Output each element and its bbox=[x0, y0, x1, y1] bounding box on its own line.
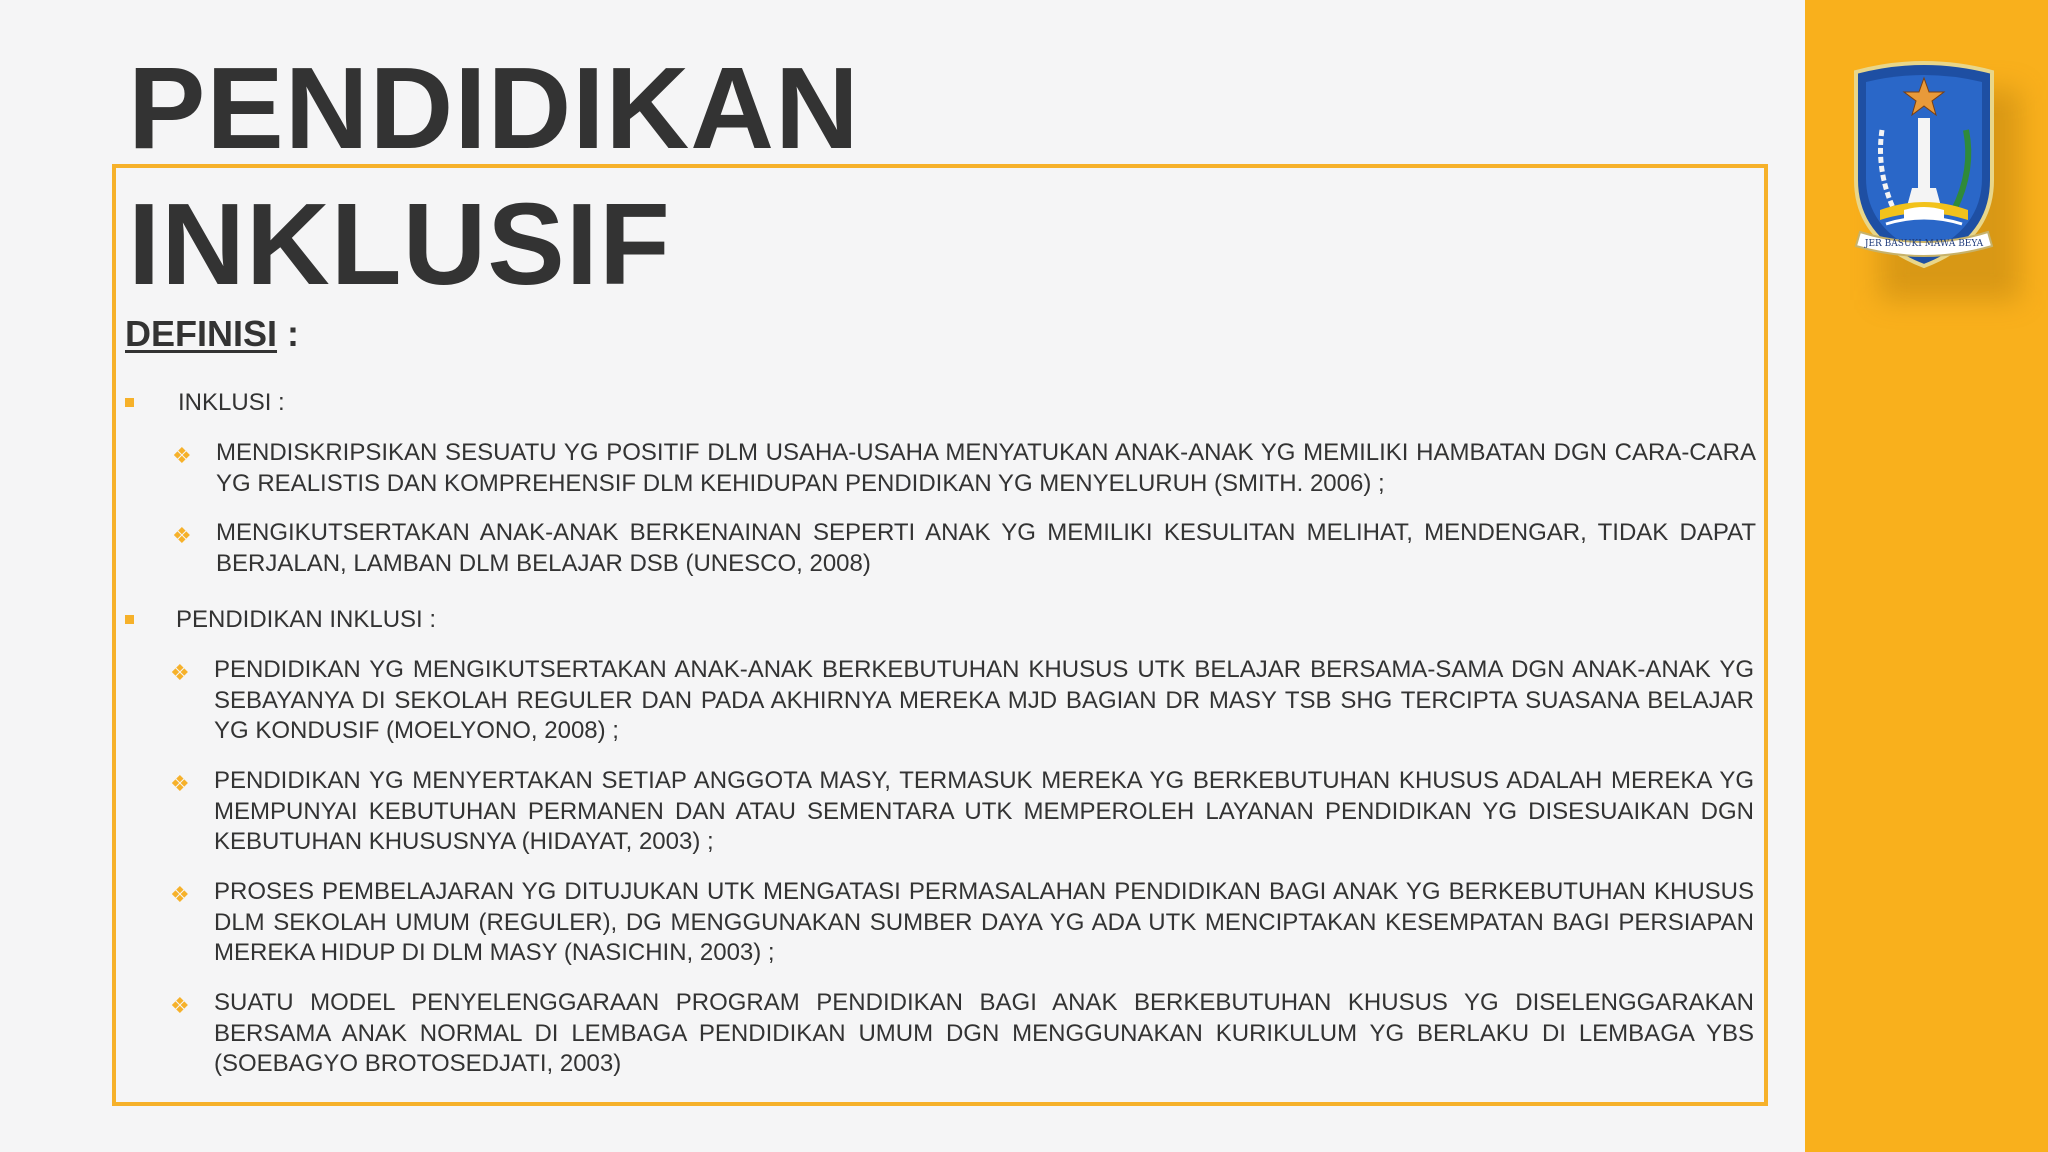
list-item bbox=[170, 766, 1754, 858]
list-item-text: PENDIDIKAN YG MENYERTAKAN SETIAP ANGGOTA MASY, TERMASUK MEREKA YG BERKEBUTUHAN KHUSUS ADALAH MEREKA YG MEMPUNYAI KEBUTUHAN PERMANEN DAN ATAU SEMENTARA UTK MEMPEROLEH LAYANAN PENDIDIKAN YG DISESUAIKAN DGN KEBUTUHAN KHUSUSNYA (HIDAYAT, 2003) ; bbox=[214, 767, 1754, 855]
list-item-text: MENGIKUTSERTAKAN ANAK-ANAK BERKENAINAN SEPERTI ANAK YG MEMILIKI KESULITAN MELIHAT, MENDENGAR, TIDAK DAPAT BERJALAN, LAMBAN DLM BELAJAR DSB (UNESCO, 2008) bbox=[216, 519, 1756, 577]
diamond-bullet-icon: ❖ bbox=[172, 444, 192, 469]
diamond-bullet-icon: ❖ bbox=[172, 524, 192, 549]
list-item bbox=[172, 438, 1756, 499]
list-item bbox=[170, 877, 1754, 969]
definition-heading bbox=[125, 313, 299, 355]
diamond-bullet-icon: ❖ bbox=[170, 772, 190, 797]
diamond-bullet-icon: ❖ bbox=[170, 994, 190, 1019]
list-item bbox=[170, 988, 1754, 1080]
section-label: INKLUSI : bbox=[178, 389, 285, 416]
list-item bbox=[170, 655, 1754, 747]
provincial-crest-icon bbox=[1846, 60, 2002, 270]
square-bullet-icon bbox=[125, 398, 134, 407]
page-title bbox=[128, 40, 860, 312]
definition-heading-suffix: : bbox=[277, 313, 300, 354]
square-bullet-icon bbox=[125, 615, 134, 624]
diamond-bullet-icon: ❖ bbox=[170, 883, 190, 908]
svg-text:JER BASUKI MAWA BEYA: JER BASUKI MAWA BEYA bbox=[1864, 239, 1984, 249]
list-item bbox=[172, 518, 1756, 579]
title-line-2: INKLUSIF bbox=[128, 179, 671, 309]
diamond-bullet-icon: ❖ bbox=[170, 661, 190, 686]
list-item-text: PROSES PEMBELAJARAN YG DITUJUKAN UTK MENGATASI PERMASALAHAN PENDIDIKAN BAGI ANAK YG BERKEBUTUHAN KHUSUS DLM SEKOLAH UMUM (REGULER), DG MENGGUNAKAN SUMBER DAYA YG ADA UTK MENCIPTAKAN KESEMPATAN BAGI PERSIAPAN MEREKA HIDUP DI DLM MASY (NASICHIN, 2003) ; bbox=[214, 878, 1754, 966]
definition-heading-label: DEFINISI bbox=[125, 313, 278, 354]
section-label: PENDIDIKAN INKLUSI : bbox=[176, 606, 437, 633]
list-item-text: SUATU MODEL PENYELENGGARAAN PROGRAM PENDIDIKAN BAGI ANAK BERKEBUTUHAN KHUSUS YG DISELENGGARAKAN BERSAMA ANAK NORMAL DI LEMBAGA PENDIDIKAN UMUM DGN MENGGUNAKAN KURIKULUM YG BERLAKU DI LEMBAGA YBS (SOEBAGYO BROTOSEDJATI, 2003) bbox=[214, 989, 1754, 1077]
title-line-1: PENDIDIKAN bbox=[128, 43, 860, 173]
list-item-text: MENDISKRIPSIKAN SESUATU YG POSITIF DLM USAHA-USAHA MENYATUKAN ANAK-ANAK YG MEMILIKI HAMBATAN DGN CARA-CARA YG REALISTIS DAN KOMPREHENSIF DLM KEHIDUPAN PENDIDIKAN YG MENYELURUH (SMITH. 2006) ; bbox=[216, 439, 1756, 497]
list-item-text: PENDIDIKAN YG MENGIKUTSERTAKAN ANAK-ANAK BERKEBUTUHAN KHUSUS UTK BELAJAR BERSAMA-SAMA DGN ANAK-ANAK YG SEBAYANYA DI SEKOLAH REGULER DAN PADA AKHIRNYA MEREKA MJD BAGIAN DR MASY TSB SHG TERCIPTA SUASANA BELAJAR YG KONDUSIF (MOELYONO, 2008) ; bbox=[214, 656, 1754, 744]
